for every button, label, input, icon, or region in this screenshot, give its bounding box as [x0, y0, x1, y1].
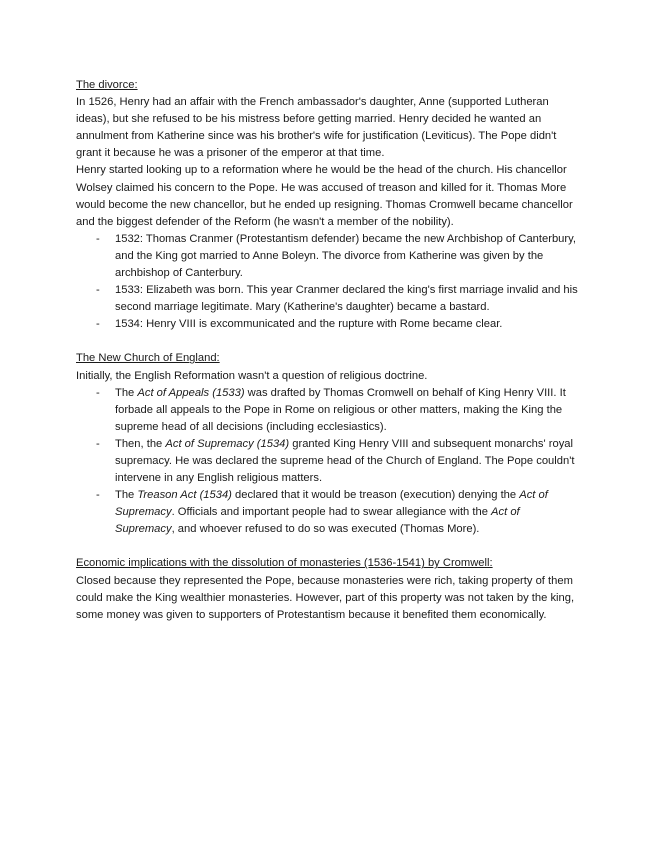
section-heading-divorce: The divorce: [76, 79, 138, 91]
list-item: - 1533: Elizabeth was born. This year Cranmer declared the king's first marriage invalid and his second marriage legitimate. Mary (Katherine's daughter) became a bastard. [115, 282, 582, 316]
paragraph-intro: Initially, the English Reformation wasn't a question of religious doctrine. [76, 369, 428, 382]
list-item: - The Treason Act (1534) declared that it would be treason (execution) denying the Act of Supremacy. Officials and important people had to swear allegiance with the Act of Supremacy, and whoever refused to do so was executed (Thomas More). [115, 487, 582, 538]
act-title: Act of Supremacy [115, 506, 520, 536]
list-item: - 1532: Thomas Cranmer (Protestantism defender) became the new Archbishop of Canterbury, and the King got married to Anne Boleyn. The divorce from Katherine was given by the archbishop of Canterbury. [115, 231, 582, 282]
section-heading-new-church: The New Church of England: [76, 352, 220, 365]
section-economic [76, 555, 582, 623]
acts-list [76, 385, 582, 539]
paragraph-affair: In 1526, Henry had an affair with the French ambassador's daughter, Anne (supported Lutheran ideas), but she refused to be his mistress before getting married. Henry decided he wanted an annulment from Katherine since was his brother's wife for justification (Leviticus). The Pope didn't grant it because he was a prisoner of the emperor at that time. [76, 96, 557, 160]
paragraph-economic: Closed because they represented the Pope, because monasteries were rich, taking property of them could make the King wealthier monasteries. However, part of this property was not taken by the king, some money was given to supporters of Protestantism because it benefited them economically. [76, 574, 575, 621]
act-title: Treason Act (1534) [137, 489, 232, 502]
document-page [76, 77, 582, 641]
list-item: - 1534: Henry VIII is excommunicated and the rupture with Rome became clear. [115, 316, 582, 333]
timeline-list [76, 231, 582, 334]
list-item: - Then, the Act of Supremacy (1534) granted King Henry VIII and subsequent monarchs' royal supremacy. He was declared the supreme head of the Church of England. The Pope couldn't intervene in any English religious matters. [115, 436, 582, 487]
act-title: Act of Supremacy (1534) [165, 437, 290, 450]
section-heading-economic: Economic implications with the dissolution of monasteries (1536-1541) by Cromwell: [76, 557, 493, 570]
section-new-church [76, 350, 582, 538]
section-divorce [76, 77, 582, 333]
list-item: - The Act of Appeals (1533) was drafted by Thomas Cromwell on behalf of King Henry VIII. It forbade all appeals to the Pope in Rome on religious or other matters, making the King the supreme head of all decisions (including ecclesiastics). [115, 385, 582, 436]
act-title: Act of Appeals (1533) [137, 386, 245, 399]
paragraph-reformation: Henry started looking up to a reformation where he would be the head of the church. His chancellor Wolsey claimed his concern to the Pope. He was accused of treason and killed for it. Thomas More would become the new chancellor, but he ended up resigning. Thomas Cromwell became chancellor and the biggest defender of the Reform (he wasn't a member of the nobility). [76, 164, 573, 228]
act-title: Act of Supremacy [115, 489, 548, 519]
